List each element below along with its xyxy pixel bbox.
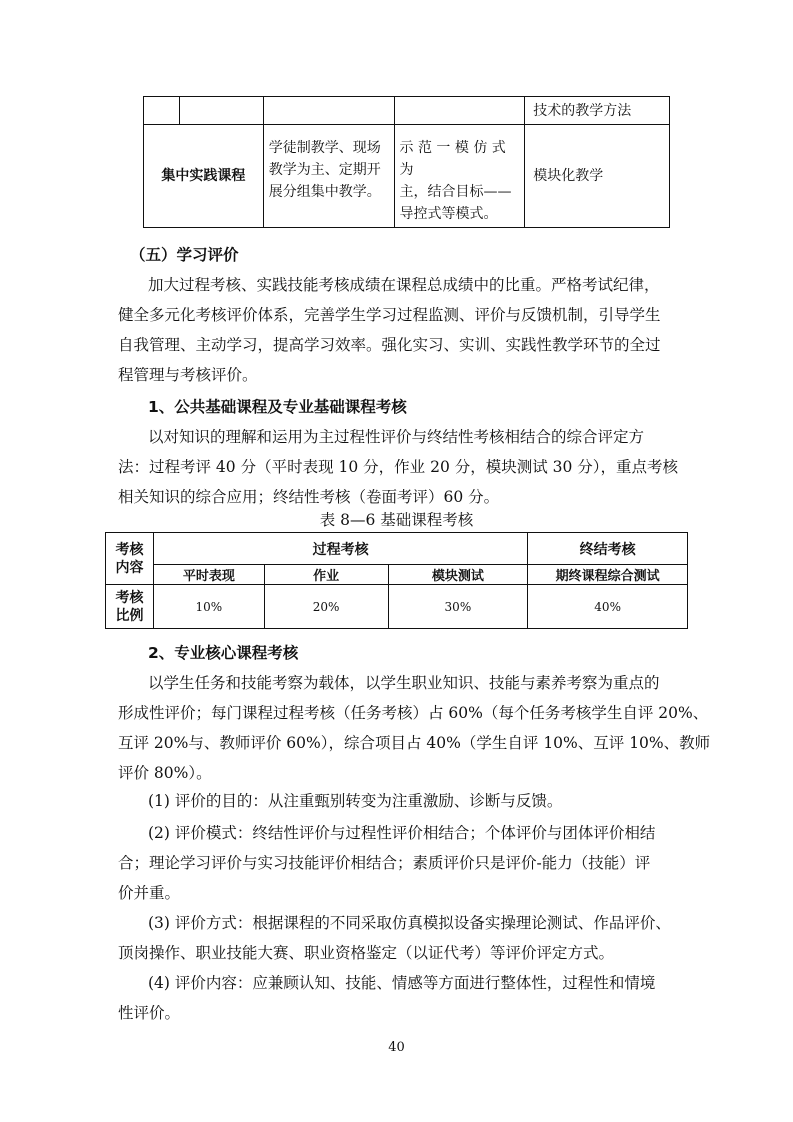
cell-line: 教学为主、定期开 [268, 162, 381, 178]
assessment-table [105, 532, 688, 629]
cell-line: 主，结合目标—— [399, 184, 512, 200]
course-teaching-mode [394, 125, 525, 228]
text-line: 法：过程考评 40 分（平时表现 10 分，作业 20 分，模块测试 30 分），重点考核 [118, 458, 679, 476]
list-item-continued [118, 998, 678, 1028]
text-line: 互评 20%与、教师评价 60%），综合项目占 40%（学生自评 10%、互评 10%、教师 [118, 734, 711, 752]
text-line: 健全多元化考核评价体系，完善学生学习过程监测、评价与反馈机制，引导学生 [118, 306, 661, 324]
text-line: (2) 评价模式：终结性评价与过程性评价相结合；个体评价与团体评价相结 [148, 824, 656, 842]
text-line: 程管理与考核评价。 [118, 366, 258, 384]
label-line: 考核 [115, 541, 144, 558]
text-line: 相关知识的综合应用；终结性考核（卷面考评）60 分。 [118, 488, 500, 506]
sub-header: 平时表现 [153, 565, 264, 585]
course-teaching-organization [263, 125, 394, 228]
table-cell [179, 97, 263, 125]
table-cell [144, 97, 180, 125]
process-assessment-header: 过程考核 [153, 533, 527, 565]
paragraph [118, 300, 678, 390]
course-type-name: 集中实践课程 [144, 125, 264, 228]
text-line: (4) 评价内容：应兼顾认知、技能、情感等方面进行整体性，过程性和情境 [148, 974, 656, 992]
table-cell [394, 97, 525, 125]
row-label-content [106, 533, 154, 585]
list-item [148, 818, 708, 848]
paragraph [148, 422, 708, 452]
table-caption: 表 8—6 基础课程考核 [319, 511, 474, 529]
text-line: 价并重。 [118, 884, 181, 902]
paragraph [118, 270, 678, 300]
paragraph [148, 668, 708, 698]
ratio-cell: 40% [528, 585, 688, 629]
paragraph [118, 452, 678, 512]
subsection-heading: 2、专业核心课程考核 [148, 644, 299, 662]
list-item [148, 908, 708, 938]
text-line: 以对知识的理解和运用为主过程性评价与终结性考核相结合的综合评定方 [148, 428, 645, 446]
label-line: 内容 [115, 559, 144, 576]
table-cell [263, 97, 394, 125]
text-line: 性评价。 [118, 1004, 181, 1022]
list-item-continued [118, 848, 678, 908]
ratio-cell: 30% [388, 585, 528, 629]
sub-header: 作业 [264, 565, 388, 585]
text-line: 以学生任务和技能考察为载体，以学生职业知识、技能与素养考察为重点的 [148, 674, 660, 692]
text-line: 合；理论学习评价与实习技能评价相结合；素质评价只是评价-能力（技能）评 [118, 854, 651, 872]
text-line: (3) 评价方式：根据课程的不同采取仿真模拟设备实操理论测试、作品评价、 [148, 914, 671, 932]
table-cell: 技术的教学方法 [525, 97, 670, 125]
cell-line: 导控式等模式。 [399, 206, 498, 222]
paragraph [118, 698, 711, 788]
text-line: 形成性评价；每门课程过程考核（任务考核）占 60%（每个任务考核学生自评 20%、 [118, 704, 709, 722]
ratio-cell: 10% [153, 585, 264, 629]
text-line: 顶岗操作、职业技能大赛、职业资格鉴定（以证代考）等评价评定方式。 [118, 944, 615, 962]
sub-header: 期终课程综合测试 [528, 565, 688, 585]
text-line: 评价 80%）。 [118, 764, 212, 782]
label-line: 比例 [115, 607, 144, 624]
list-item [148, 968, 708, 998]
page-number: 40 [388, 1040, 405, 1055]
row-label-ratio [106, 585, 154, 629]
list-item [148, 786, 708, 816]
cell-line: 示 范 一 模 仿 式 为 [399, 140, 506, 178]
cell-line: 展分组集中教学。 [268, 184, 381, 200]
label-line: 考核 [115, 589, 144, 606]
cell-line: 学徒制教学、现场 [268, 140, 381, 156]
final-assessment-header: 终结考核 [528, 533, 688, 565]
course-teaching-method: 模块化教学 [525, 125, 670, 228]
subsection-heading: 1、公共基础课程及专业基础课程考核 [148, 398, 407, 416]
ratio-cell: 20% [264, 585, 388, 629]
text-line: 自我管理、主动学习，提高学习效率。强化实习、实训、实践性教学环节的全过 [118, 336, 661, 354]
section-heading: （五）学习评价 [130, 246, 239, 264]
curriculum-table [143, 96, 670, 228]
text-line: (1) 评价的目的：从注重甄别转变为注重激励、诊断与反馈。 [148, 792, 563, 810]
text-line: 加大过程考核、实践技能考核成绩在课程总成绩中的比重。严格考试纪律， [148, 276, 660, 294]
list-item-continued [118, 938, 678, 968]
sub-header: 模块测试 [388, 565, 528, 585]
